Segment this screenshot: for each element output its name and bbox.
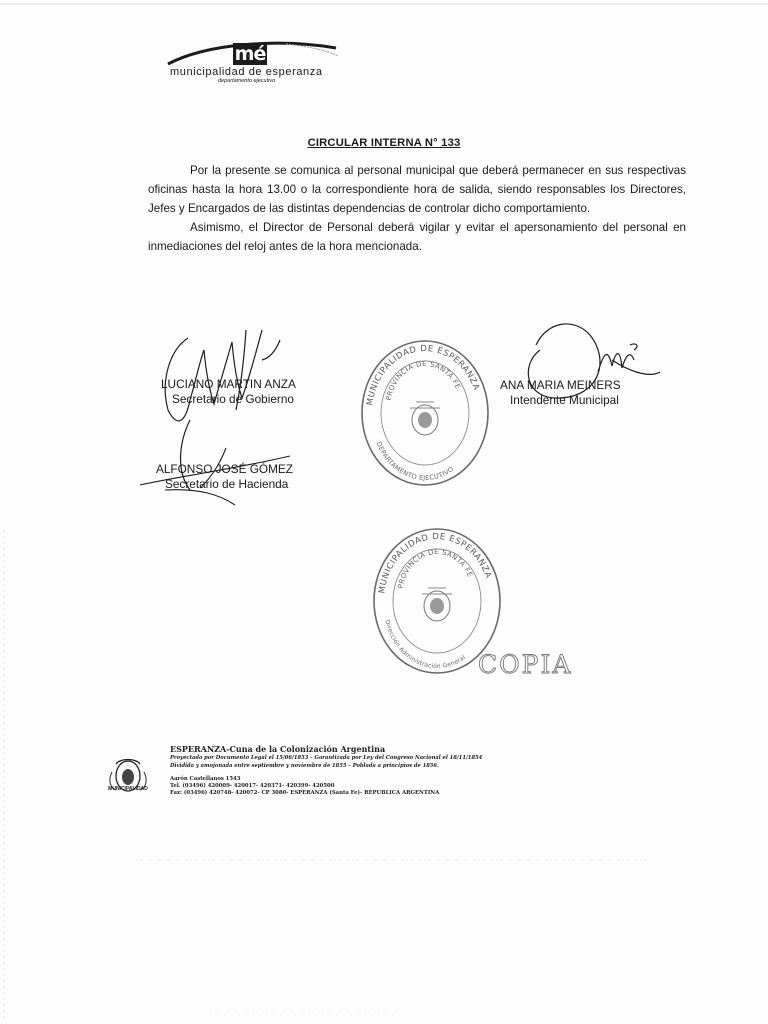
- copia-stamp: COPIA: [478, 650, 573, 679]
- svg-text:Dirección Administración Gener: [383, 619, 467, 670]
- coat-of-arms-icon: [422, 588, 452, 621]
- signer-name: ALFONSO JOSÉ GÓMEZ: [156, 462, 293, 476]
- footer-address: Aarón Castellanos 1543: [170, 776, 241, 782]
- footer-title: ESPERANZA-Cuna de la Colonización Argentina: [170, 744, 386, 754]
- signature-block-anza: [161, 377, 296, 407]
- paragraph-1: Por la presente se comunica al personal municipal que deberá permanecer en sus respectivas oficinas hasta la hora 13.00 o la correspondiente hora de salida, siendo responsables los Directores, Jefes y Encargados de las distintas dependencias de controlar dicho comportamiento.: [148, 164, 686, 215]
- signer-role: Secretario de Hacienda: [165, 477, 289, 491]
- signer-name: ANA MARIA MEINERS: [500, 378, 621, 392]
- svg-text:PROVINCIA DE SANTA FE: [397, 548, 474, 589]
- signature-block-meiners: [500, 378, 621, 408]
- document-body: [148, 161, 686, 256]
- seal-bottom-text: Dirección Administración General: [383, 619, 468, 671]
- svg-text:PROVINCIA DE SANTA FE: [385, 360, 462, 401]
- svg-text:DEPARTAMENTO EJECUTIVO: [375, 440, 456, 482]
- document-title: CIRCULAR INTERNA N° 133: [307, 137, 461, 149]
- seal-middle-text: PROVINCIA DE SANTA FE: [384, 359, 462, 402]
- footer-fax: Fax: (03496) 420748- 420072- CP 3080- ESPERANZA (Santa Fe)- REPUBLICA ARGENTINA: [170, 790, 440, 796]
- seal-middle-text: PROVINCIA DE SANTA FE: [396, 547, 474, 590]
- footer-history-1: Proyectada por Documento Legal el 15/06/1853 – Garantizada por Ley del Congreso Nacional el 18/11/1854: [170, 755, 483, 761]
- municipality-logo: [166, 36, 346, 96]
- seal-top-text: MUNICIPALIDAD DE ESPERANZA: [377, 531, 494, 595]
- signature-block-gomez: [156, 462, 293, 492]
- logo-subtitle: departamento ejecutivo: [218, 78, 276, 84]
- logo-name: municipalidad de esperanza: [170, 66, 323, 78]
- seal-bottom-text: DEPARTAMENTO EJECUTIVO: [374, 440, 456, 483]
- municipal-emblem-icon: [98, 748, 158, 800]
- signer-role: Intendente Municipal: [510, 393, 619, 407]
- footer-phone: Tel. (03496) 420009- 420017- 420371- 420399- 420500: [170, 783, 335, 789]
- signer-name: LUCIANO MARTIN ANZA: [161, 377, 296, 391]
- signer-role: Secretario de Gobierno: [172, 392, 294, 406]
- paragraph-2: Asimismo, el Director de Personal deberá vigilar y evitar el apersonamiento del personal en inmediaciones del reloj antes de la hora mencionada.: [148, 221, 686, 253]
- letterhead-footer: [170, 744, 482, 797]
- emblem-label: MUNICIPALIDAD: [108, 786, 148, 792]
- footer-history-2: Dividida y amojonada entre septiembre y noviembre de 1855 – Poblada a principios de 1856.: [170, 763, 439, 769]
- official-seal-ejecutivo: [358, 338, 492, 488]
- logo-mark: mé: [234, 43, 266, 65]
- seal-top-text: MUNICIPALIDAD DE ESPERANZA: [365, 343, 482, 407]
- coat-of-arms-icon: [410, 402, 440, 435]
